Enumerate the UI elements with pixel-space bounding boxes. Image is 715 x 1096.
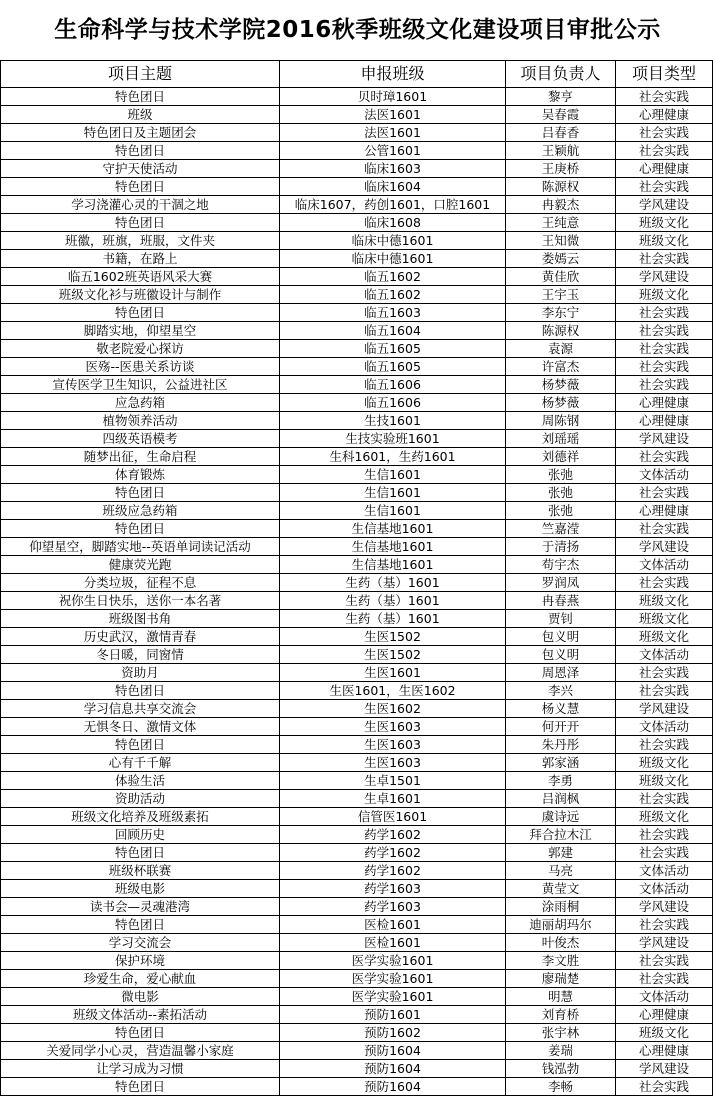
cell-class: 药学1602 [280, 862, 506, 880]
cell-type: 社会实践 [616, 826, 713, 844]
cell-topic: 班级应急药箱 [1, 502, 280, 520]
cell-class: 生信1601 [280, 484, 506, 502]
table-row [1, 250, 713, 268]
table-row [1, 790, 713, 808]
cell-class: 临床1604 [280, 178, 506, 196]
cell-leader: 朱丹彤 [506, 736, 616, 754]
cell-class: 生信基地1601 [280, 520, 506, 538]
cell-leader: 周恩泽 [506, 664, 616, 682]
cell-class: 预防1604 [280, 1060, 506, 1078]
table-row [1, 1024, 713, 1042]
cell-type: 班级文化 [616, 610, 713, 628]
cell-leader: 吕春香 [506, 124, 616, 142]
cell-leader: 张弛 [506, 484, 616, 502]
cell-leader: 王宇玉 [506, 286, 616, 304]
cell-type: 社会实践 [616, 448, 713, 466]
cell-leader: 冉春燕 [506, 592, 616, 610]
table-row [1, 358, 713, 376]
cell-type: 社会实践 [616, 376, 713, 394]
cell-class: 临五1606 [280, 376, 506, 394]
cell-leader: 竺嘉滢 [506, 520, 616, 538]
cell-type: 社会实践 [616, 358, 713, 376]
cell-topic: 宣传医学卫生知识，公益进社区 [1, 376, 280, 394]
cell-leader: 包义明 [506, 646, 616, 664]
cell-topic: 四级英语模考 [1, 430, 280, 448]
cell-topic: 班级文化培养及班级素拓 [1, 808, 280, 826]
cell-type: 学风建设 [616, 430, 713, 448]
table-row [1, 880, 713, 898]
cell-type: 学风建设 [616, 196, 713, 214]
cell-topic: 班级文化衫与班徽设计与制作 [1, 286, 280, 304]
cell-type: 班级文化 [616, 592, 713, 610]
cell-class: 临五1605 [280, 358, 506, 376]
table-body [1, 88, 713, 1096]
table-row [1, 736, 713, 754]
cell-class: 医检1601 [280, 916, 506, 934]
cell-leader: 刘瑶瑶 [506, 430, 616, 448]
table-row [1, 322, 713, 340]
cell-class: 临床1603 [280, 160, 506, 178]
cell-class: 法医1601 [280, 124, 506, 142]
header-type: 项目类型 [616, 61, 713, 88]
cell-leader: 张宇林 [506, 1024, 616, 1042]
cell-class: 预防1602 [280, 1024, 506, 1042]
cell-class: 临床中德1601 [280, 250, 506, 268]
cell-type: 学风建设 [616, 898, 713, 916]
cell-type: 社会实践 [616, 304, 713, 322]
cell-type: 社会实践 [616, 1078, 713, 1096]
cell-class: 临五1603 [280, 304, 506, 322]
cell-leader: 周陈钢 [506, 412, 616, 430]
table-row [1, 592, 713, 610]
cell-class: 生技1601 [280, 412, 506, 430]
cell-leader: 陈源权 [506, 178, 616, 196]
cell-type: 学风建设 [616, 268, 713, 286]
cell-leader: 杨义慧 [506, 700, 616, 718]
cell-topic: 保护环境 [1, 952, 280, 970]
cell-type: 班级文化 [616, 1024, 713, 1042]
cell-topic: 特色团日 [1, 1024, 280, 1042]
table-row [1, 394, 713, 412]
header-row [1, 61, 713, 88]
cell-topic: 资助活动 [1, 790, 280, 808]
cell-leader: 迪丽胡玛尔 [506, 916, 616, 934]
cell-topic: 珍爱生命，爱心献血 [1, 970, 280, 988]
cell-leader: 黎亨 [506, 88, 616, 106]
cell-class: 公管1601 [280, 142, 506, 160]
cell-topic: 脚踏实地，仰望星空 [1, 322, 280, 340]
cell-topic: 班级文体活动--素拓活动 [1, 1006, 280, 1024]
cell-type: 社会实践 [616, 124, 713, 142]
cell-leader: 郭建 [506, 844, 616, 862]
cell-topic: 特色团日 [1, 916, 280, 934]
table-row [1, 574, 713, 592]
cell-leader: 于清扬 [506, 538, 616, 556]
cell-leader: 刘德祥 [506, 448, 616, 466]
cell-class: 医学实验1601 [280, 952, 506, 970]
header-topic: 项目主题 [1, 61, 280, 88]
cell-topic: 植物领养活动 [1, 412, 280, 430]
table-row [1, 286, 713, 304]
cell-topic: 应急药箱 [1, 394, 280, 412]
cell-type: 文体活动 [616, 880, 713, 898]
cell-leader: 叶俊杰 [506, 934, 616, 952]
cell-class: 生信基地1601 [280, 556, 506, 574]
cell-topic: 书籍，在路上 [1, 250, 280, 268]
cell-topic: 班级杯联赛 [1, 862, 280, 880]
cell-leader: 罗润凤 [506, 574, 616, 592]
cell-type: 文体活动 [616, 646, 713, 664]
cell-topic: 健康荧光跑 [1, 556, 280, 574]
table-row [1, 466, 713, 484]
cell-type: 社会实践 [616, 322, 713, 340]
cell-leader: 涂雨桐 [506, 898, 616, 916]
cell-topic: 班徽，班旗，班服，文件夹 [1, 232, 280, 250]
header-leader: 项目负责人 [506, 61, 616, 88]
cell-leader: 虞诗远 [506, 808, 616, 826]
cell-class: 药学1602 [280, 826, 506, 844]
cell-class: 生医1603 [280, 754, 506, 772]
cell-type: 学风建设 [616, 538, 713, 556]
table-row [1, 646, 713, 664]
table-row [1, 610, 713, 628]
table-row [1, 160, 713, 178]
cell-class: 药学1603 [280, 880, 506, 898]
cell-type: 社会实践 [616, 142, 713, 160]
cell-class: 生卓1501 [280, 772, 506, 790]
cell-type: 社会实践 [616, 682, 713, 700]
cell-leader: 张弛 [506, 466, 616, 484]
cell-leader: 李畅 [506, 1078, 616, 1096]
table-row [1, 682, 713, 700]
cell-type: 社会实践 [616, 520, 713, 538]
cell-class: 生信基地1601 [280, 538, 506, 556]
cell-class: 医检1601 [280, 934, 506, 952]
cell-leader: 李兴 [506, 682, 616, 700]
table-row [1, 934, 713, 952]
cell-leader: 黄莹文 [506, 880, 616, 898]
table-row [1, 430, 713, 448]
table-row [1, 340, 713, 358]
cell-type: 班级文化 [616, 772, 713, 790]
table-row [1, 844, 713, 862]
cell-class: 医学实验1601 [280, 970, 506, 988]
cell-leader: 钱泓勃 [506, 1060, 616, 1078]
cell-topic: 特色团日 [1, 520, 280, 538]
cell-leader: 李文胜 [506, 952, 616, 970]
cell-leader: 王颖航 [506, 142, 616, 160]
cell-leader: 娄嫣云 [506, 250, 616, 268]
cell-class: 信管医1601 [280, 808, 506, 826]
cell-type: 心理健康 [616, 106, 713, 124]
cell-class: 生卓1601 [280, 790, 506, 808]
cell-topic: 无惧冬日、激情文体 [1, 718, 280, 736]
cell-leader: 姜瑞 [506, 1042, 616, 1060]
table-row [1, 988, 713, 1006]
cell-topic: 体验生活 [1, 772, 280, 790]
cell-topic: 微电影 [1, 988, 280, 1006]
table-row [1, 124, 713, 142]
page-title: 生命科学与技术学院2016秋季班级文化建设项目审批公示 [54, 17, 661, 43]
table-row [1, 898, 713, 916]
cell-type: 社会实践 [616, 250, 713, 268]
cell-type: 班级文化 [616, 628, 713, 646]
cell-class: 临五1602 [280, 286, 506, 304]
table-row [1, 826, 713, 844]
cell-class: 临五1605 [280, 340, 506, 358]
cell-topic: 回顾历史 [1, 826, 280, 844]
table-row [1, 376, 713, 394]
cell-leader: 袁源 [506, 340, 616, 358]
table-row [1, 700, 713, 718]
cell-class: 临床1608 [280, 214, 506, 232]
table-row [1, 1078, 713, 1096]
cell-topic: 特色团日 [1, 304, 280, 322]
cell-leader: 明慧 [506, 988, 616, 1006]
cell-topic: 让学习成为习惯 [1, 1060, 280, 1078]
cell-class: 临五1604 [280, 322, 506, 340]
cell-topic: 特色团日 [1, 484, 280, 502]
cell-topic: 特色团日 [1, 142, 280, 160]
cell-type: 社会实践 [616, 664, 713, 682]
table-row [1, 1006, 713, 1024]
cell-type: 社会实践 [616, 952, 713, 970]
cell-class: 生医1603 [280, 718, 506, 736]
cell-topic: 临五1602班英语风采大赛 [1, 268, 280, 286]
cell-topic: 特色团日 [1, 682, 280, 700]
cell-class: 临五1606 [280, 394, 506, 412]
cell-type: 社会实践 [616, 178, 713, 196]
cell-type: 心理健康 [616, 394, 713, 412]
approval-table [0, 60, 713, 1096]
cell-type: 心理健康 [616, 160, 713, 178]
cell-leader: 廖瑞楚 [506, 970, 616, 988]
cell-leader: 何开开 [506, 718, 616, 736]
cell-leader: 王知微 [506, 232, 616, 250]
cell-class: 医学实验1601 [280, 988, 506, 1006]
table-row [1, 304, 713, 322]
cell-leader: 许富杰 [506, 358, 616, 376]
table-row [1, 196, 713, 214]
cell-type: 社会实践 [616, 88, 713, 106]
cell-leader: 苟宇杰 [506, 556, 616, 574]
cell-leader: 陈源权 [506, 322, 616, 340]
cell-type: 文体活动 [616, 556, 713, 574]
cell-type: 社会实践 [616, 574, 713, 592]
cell-class: 生医1603 [280, 736, 506, 754]
cell-leader: 郭家涵 [506, 754, 616, 772]
cell-leader: 吴春霞 [506, 106, 616, 124]
cell-topic: 特色团日 [1, 214, 280, 232]
cell-topic: 特色团日 [1, 178, 280, 196]
cell-leader: 吕润枫 [506, 790, 616, 808]
cell-class: 生医1601 [280, 664, 506, 682]
cell-class: 法医1601 [280, 106, 506, 124]
cell-class: 临五1602 [280, 268, 506, 286]
table-row [1, 268, 713, 286]
cell-class: 生信1601 [280, 466, 506, 484]
cell-type: 心理健康 [616, 502, 713, 520]
cell-topic: 特色团日 [1, 1078, 280, 1096]
cell-class: 药学1603 [280, 898, 506, 916]
table-row [1, 538, 713, 556]
cell-topic: 班级图书角 [1, 610, 280, 628]
cell-type: 班级文化 [616, 214, 713, 232]
cell-topic: 敬老院爱心探访 [1, 340, 280, 358]
cell-leader: 黄佳欣 [506, 268, 616, 286]
table-row [1, 232, 713, 250]
cell-topic: 特色团日 [1, 844, 280, 862]
table-row [1, 808, 713, 826]
cell-leader: 李勇 [506, 772, 616, 790]
cell-class: 生药（基）1601 [280, 592, 506, 610]
cell-leader: 王纯意 [506, 214, 616, 232]
cell-topic: 特色团日 [1, 736, 280, 754]
cell-leader: 马亮 [506, 862, 616, 880]
table-row [1, 1042, 713, 1060]
cell-topic: 班级电影 [1, 880, 280, 898]
cell-leader: 杨梦薇 [506, 376, 616, 394]
cell-class: 生技实验班1601 [280, 430, 506, 448]
cell-type: 班级文化 [616, 808, 713, 826]
cell-topic: 学习浇灌心灵的干涸之地 [1, 196, 280, 214]
table-row [1, 484, 713, 502]
cell-class: 临床1607，药创1601，口腔1601 [280, 196, 506, 214]
cell-type: 心理健康 [616, 412, 713, 430]
cell-topic: 随梦出征，生命启程 [1, 448, 280, 466]
cell-type: 班级文化 [616, 754, 713, 772]
cell-topic: 读书会—灵魂港湾 [1, 898, 280, 916]
cell-class: 生医1502 [280, 628, 506, 646]
cell-topic: 班级 [1, 106, 280, 124]
cell-topic: 资助月 [1, 664, 280, 682]
cell-topic: 冬日暖，同窗情 [1, 646, 280, 664]
cell-type: 社会实践 [616, 970, 713, 988]
table-row [1, 412, 713, 430]
cell-topic: 历史武汉，激情青春 [1, 628, 280, 646]
cell-class: 生科1601，生药1601 [280, 448, 506, 466]
table-row [1, 556, 713, 574]
cell-topic: 学习交流会 [1, 934, 280, 952]
cell-type: 社会实践 [616, 484, 713, 502]
table-row [1, 520, 713, 538]
cell-class: 生医1502 [280, 646, 506, 664]
cell-type: 文体活动 [616, 718, 713, 736]
table-row [1, 1060, 713, 1078]
table-row [1, 952, 713, 970]
cell-type: 社会实践 [616, 916, 713, 934]
cell-class: 生医1602 [280, 700, 506, 718]
cell-leader: 拜合拉木江 [506, 826, 616, 844]
cell-leader: 贾钊 [506, 610, 616, 628]
cell-class: 生医1601，生医1602 [280, 682, 506, 700]
cell-leader: 冉毅杰 [506, 196, 616, 214]
cell-leader: 包义明 [506, 628, 616, 646]
table-row [1, 862, 713, 880]
cell-type: 学风建设 [616, 700, 713, 718]
cell-type: 学风建设 [616, 934, 713, 952]
cell-topic: 心有千千解 [1, 754, 280, 772]
cell-type: 社会实践 [616, 844, 713, 862]
table-row [1, 754, 713, 772]
cell-leader: 王庚桥 [506, 160, 616, 178]
cell-leader: 杨梦薇 [506, 394, 616, 412]
cell-type: 班级文化 [616, 286, 713, 304]
cell-topic: 关爱同学小心灵，营造温馨小家庭 [1, 1042, 280, 1060]
cell-leader: 李东宁 [506, 304, 616, 322]
cell-topic: 学习信息共享交流会 [1, 700, 280, 718]
cell-class: 贝时璋1601 [280, 88, 506, 106]
table-row [1, 142, 713, 160]
cell-type: 文体活动 [616, 988, 713, 1006]
header-class: 申报班级 [280, 61, 506, 88]
cell-type: 心理健康 [616, 1042, 713, 1060]
cell-class: 生药（基）1601 [280, 610, 506, 628]
table-row [1, 106, 713, 124]
cell-topic: 特色团日 [1, 88, 280, 106]
table-row [1, 88, 713, 106]
cell-topic: 医殇--医患关系访谈 [1, 358, 280, 376]
cell-class: 临床中德1601 [280, 232, 506, 250]
table-row [1, 448, 713, 466]
table-row [1, 916, 713, 934]
cell-type: 文体活动 [616, 466, 713, 484]
cell-topic: 守护天使活动 [1, 160, 280, 178]
cell-class: 预防1604 [280, 1042, 506, 1060]
table-row [1, 718, 713, 736]
table-row [1, 970, 713, 988]
cell-class: 预防1601 [280, 1006, 506, 1024]
cell-topic: 分类垃圾，征程不息 [1, 574, 280, 592]
table-row [1, 178, 713, 196]
table-row [1, 628, 713, 646]
cell-topic: 特色团日及主题团会 [1, 124, 280, 142]
cell-leader: 张弛 [506, 502, 616, 520]
cell-topic: 体育锻炼 [1, 466, 280, 484]
cell-class: 生信1601 [280, 502, 506, 520]
table-row [1, 772, 713, 790]
table-row [1, 502, 713, 520]
cell-type: 社会实践 [616, 736, 713, 754]
cell-leader: 刘育桥 [506, 1006, 616, 1024]
table-row [1, 664, 713, 682]
cell-type: 班级文化 [616, 232, 713, 250]
cell-class: 生药（基）1601 [280, 574, 506, 592]
cell-type: 心理健康 [616, 1006, 713, 1024]
cell-type: 文体活动 [616, 862, 713, 880]
cell-class: 预防1604 [280, 1078, 506, 1096]
table-row [1, 214, 713, 232]
cell-topic: 祝你生日快乐，送你一本名著 [1, 592, 280, 610]
cell-class: 药学1602 [280, 844, 506, 862]
cell-type: 社会实践 [616, 340, 713, 358]
cell-topic: 仰望星空，脚踏实地--英语单词读记活动 [1, 538, 280, 556]
cell-type: 社会实践 [616, 790, 713, 808]
cell-type: 学风建设 [616, 1060, 713, 1078]
